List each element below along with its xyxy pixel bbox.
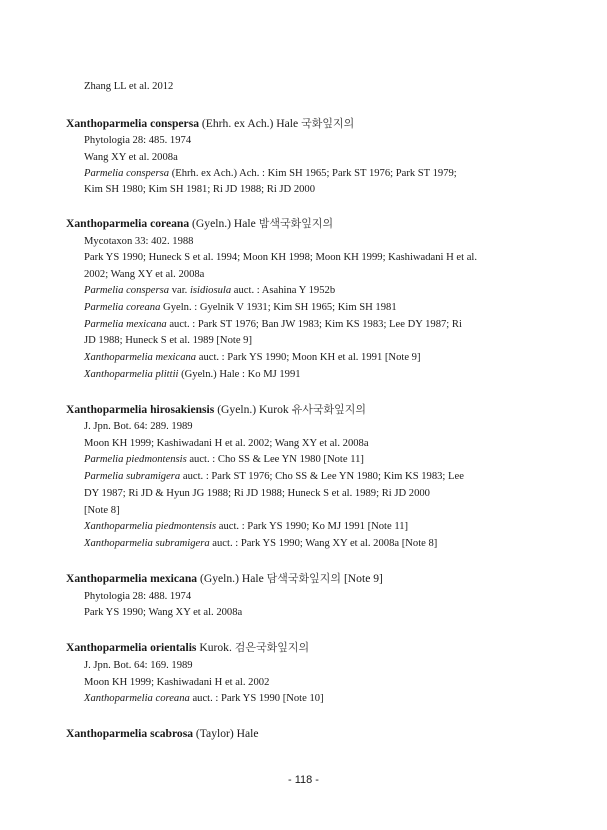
- authority: (Taylor) Hale: [195, 727, 259, 740]
- synonym-citations: auct. : Park YS 1990; Moon KH et al. 1991 [Note 9]: [196, 352, 421, 363]
- species-epithet: coreana: [150, 217, 190, 230]
- synonym-name: Xanthoparmelia coreana: [84, 693, 190, 704]
- species-epithet: orientalis: [150, 641, 197, 654]
- genus-name: Xanthoparmelia: [66, 403, 148, 416]
- korean-name: 국화잎지의: [301, 117, 355, 130]
- reference-line: Park YS 1990; Huneck S et al. 1994; Moon KH 1998; Moon KH 1999; Kashiwadani H et al.: [84, 252, 478, 263]
- reference-line: Moon KH 1999; Kashiwadani H et al. 2002: [84, 677, 270, 688]
- reference-line: 2002; Wang XY et al. 2008a: [84, 269, 205, 280]
- synonym-name: Xanthoparmelia subramigera: [84, 538, 210, 549]
- authority: (Gyeln.) Hale: [192, 217, 256, 230]
- authority: Kurok.: [199, 641, 232, 654]
- synonym-line: [84, 520, 408, 534]
- reference-line: Phytologia 28: 485. 1974: [84, 135, 192, 146]
- synonym-name: Parmelia conspersa: [84, 285, 170, 296]
- synonym-line: [84, 284, 335, 298]
- synonym-line: [84, 453, 364, 467]
- genus-name: Xanthoparmelia: [66, 572, 148, 585]
- synonym-line: [84, 368, 301, 382]
- synonym-line: [84, 537, 437, 551]
- note-reference: [Note 9]: [343, 572, 383, 585]
- synonym-name: Parmelia subramigera: [84, 471, 181, 482]
- synonym-variety: isidiosula: [189, 285, 232, 296]
- page-number: - 118 -: [288, 774, 319, 786]
- species-heading: [66, 640, 309, 655]
- synonym-citations: (Gyeln.) Hale : Ko MJ 1991: [178, 369, 301, 380]
- synonym-line: [84, 470, 464, 484]
- species-epithet: hirosakiensis: [150, 403, 215, 416]
- synonym-citations: (Ehrh. ex Ach.) Ach. : Kim SH 1965; Park ST 1976; Park ST 1979;: [169, 168, 457, 179]
- synonym-citations: auct. : Park YS 1990 [Note 10]: [189, 693, 324, 704]
- genus-name: Xanthoparmelia: [66, 641, 148, 654]
- synonym-name: Parmelia mexicana: [84, 319, 167, 330]
- reference-line: Wang XY et al. 2008a: [84, 152, 178, 163]
- reference-line: JD 1988; Huneck S et al. 1989 [Note 9]: [84, 335, 252, 346]
- synonym-citations: auct. : Cho SS & Lee YN 1980 [Note 11]: [186, 454, 364, 465]
- genus-name: Xanthoparmelia: [66, 117, 148, 130]
- authority: (Gyeln.) Hale: [199, 572, 264, 585]
- synonym-citations: auct. : Park ST 1976; Cho SS & Lee YN 1980; Kim KS 1983; Lee: [180, 471, 464, 482]
- reference-line: Zhang LL et al. 2012: [84, 81, 174, 92]
- synonym-name: Parmelia coreana: [84, 302, 161, 313]
- synonym-citations: auct. : Park ST 1976; Ban JW 1983; Kim KS 1983; Lee DY 1987; Ri: [166, 319, 462, 330]
- authority: (Ehrh. ex Ach.) Hale: [201, 117, 299, 130]
- reference-line: Kim SH 1980; Kim SH 1981; Ri JD 1988; Ri JD 2000: [84, 184, 316, 195]
- korean-name: 검은국화잎지의: [234, 641, 310, 654]
- species-heading: [66, 571, 383, 586]
- authority: (Gyeln.) Kurok: [217, 403, 289, 416]
- reference-line: J. Jpn. Bot. 64: 289. 1989: [84, 421, 193, 432]
- synonym-citations: auct. : Asahina Y 1952b: [231, 285, 336, 296]
- synonym-line: [84, 167, 457, 181]
- reference-line: J. Jpn. Bot. 64: 169. 1989: [84, 660, 193, 671]
- korean-name: 담색국화잎지의: [266, 572, 342, 585]
- species-heading: [66, 116, 354, 131]
- synonym-line: [84, 301, 397, 315]
- korean-name: 밤색국화잎지의: [258, 217, 334, 230]
- synonym-name: Xanthoparmelia piedmontensis: [84, 521, 217, 532]
- species-epithet: conspersa: [150, 117, 200, 130]
- synonym-name: Xanthoparmelia plittii: [84, 369, 179, 380]
- species-epithet: scabrosa: [150, 727, 194, 740]
- reference-line: DY 1987; Ri JD & Hyun JG 1988; Ri JD 1988; Huneck S et al. 1989; Ri JD 2000: [84, 488, 430, 499]
- species-heading: [66, 402, 366, 417]
- synonym-citations: Gyeln. : Gyelnik V 1931; Kim SH 1965; Kim SH 1981: [160, 302, 397, 313]
- genus-name: Xanthoparmelia: [66, 727, 148, 740]
- synonym-connector: var.: [169, 285, 190, 296]
- synonym-line: [84, 351, 421, 365]
- synonym-name: Xanthoparmelia mexicana: [84, 352, 197, 363]
- synonym-line: [84, 318, 462, 332]
- species-heading: [66, 216, 333, 231]
- reference-line: Moon KH 1999; Kashiwadani H et al. 2002; Wang XY et al. 2008a: [84, 438, 369, 449]
- reference-line: [Note 8]: [84, 505, 120, 516]
- reference-line: Phytologia 28: 488. 1974: [84, 591, 192, 602]
- synonym-name: Parmelia conspersa: [84, 168, 170, 179]
- synonym-citations: auct. : Park YS 1990; Ko MJ 1991 [Note 11]: [216, 521, 409, 532]
- genus-name: Xanthoparmelia: [66, 217, 148, 230]
- species-heading: [66, 726, 259, 741]
- korean-name: 유사국화잎지의: [291, 403, 366, 416]
- species-epithet: mexicana: [150, 572, 198, 585]
- synonym-citations: auct. : Park YS 1990; Wang XY et al. 2008a [Note 8]: [209, 538, 438, 549]
- synonym-line: [84, 692, 324, 706]
- reference-line: Mycotaxon 33: 402. 1988: [84, 236, 194, 247]
- synonym-name: Parmelia piedmontensis: [84, 454, 187, 465]
- reference-line: Park YS 1990; Wang XY et al. 2008a: [84, 607, 243, 618]
